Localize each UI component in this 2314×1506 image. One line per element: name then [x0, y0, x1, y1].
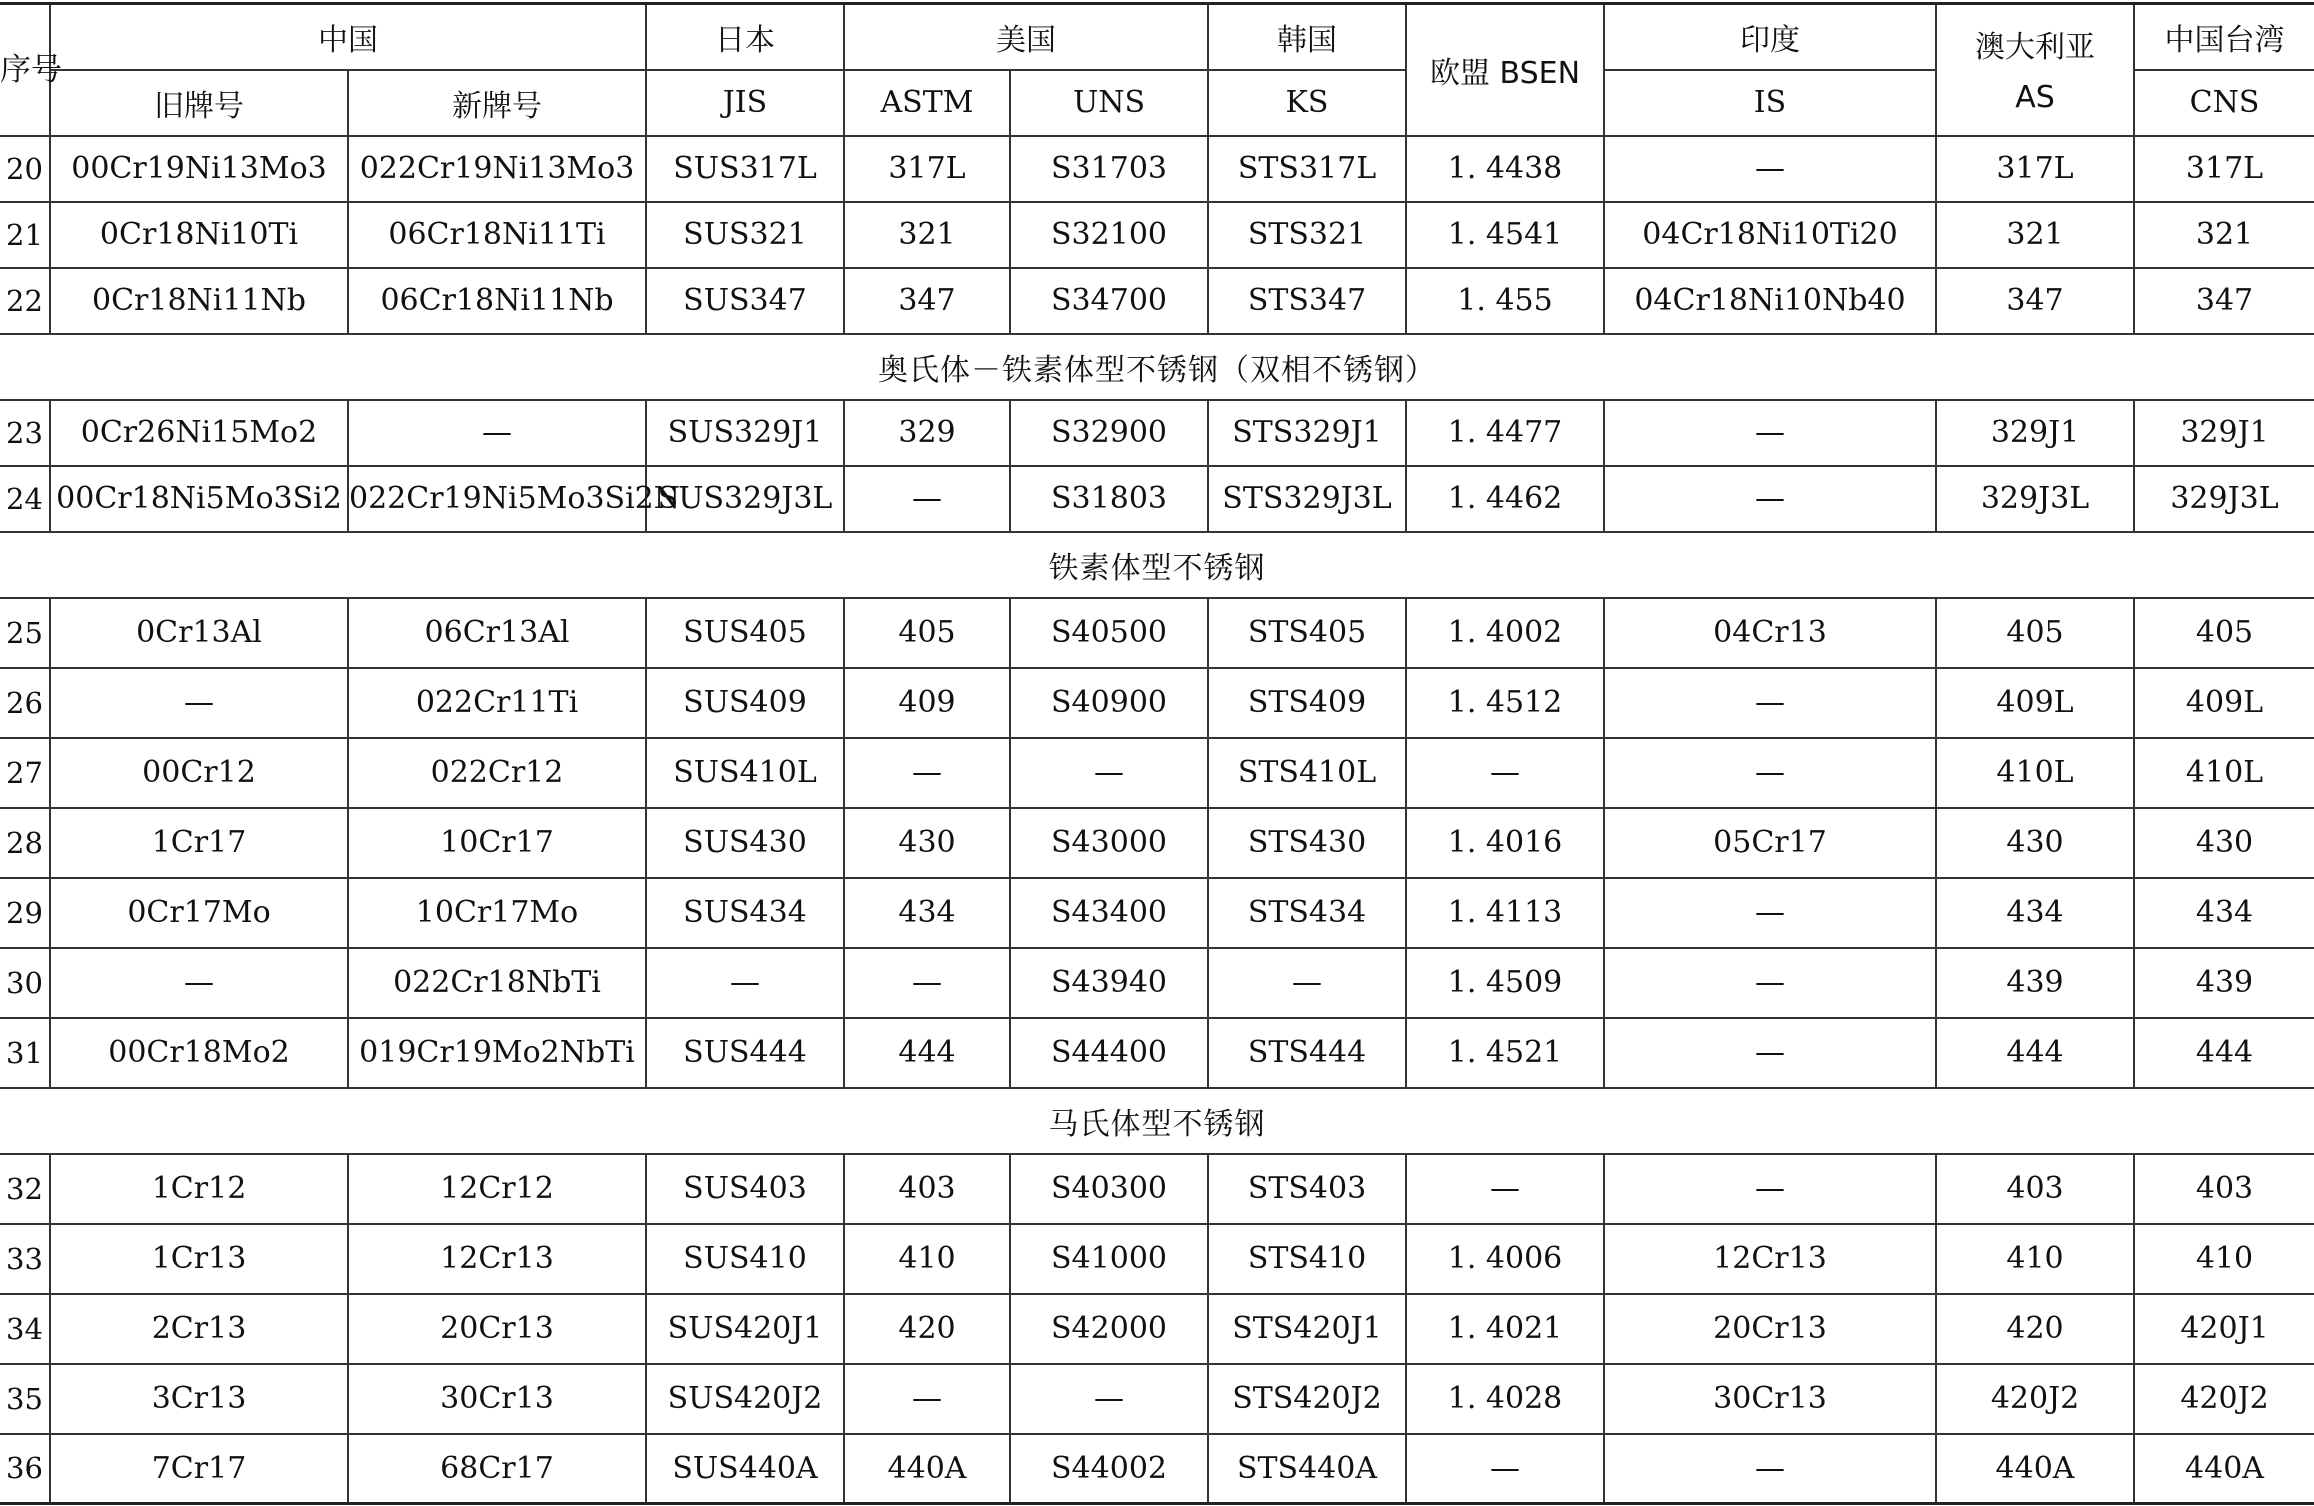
cell-uns: S40300 [1010, 1154, 1208, 1224]
cell-cns: 329J3L [2134, 466, 2314, 532]
cell-new-grade: 12Cr13 [348, 1224, 646, 1294]
cell-is: 30Cr13 [1604, 1364, 1936, 1434]
cell-uns: S44002 [1010, 1434, 1208, 1504]
cell-astm: 329 [844, 400, 1010, 466]
cell-row-index: 22 [0, 268, 50, 334]
cell-new-grade: 019Cr19Mo2NbTi [348, 1018, 646, 1088]
cell-ks: STS405 [1208, 598, 1406, 668]
cell-ks: STS317L [1208, 136, 1406, 202]
cell-is: 04Cr18Ni10Ti20 [1604, 202, 1936, 268]
cell-jis: SUS420J2 [646, 1364, 844, 1434]
table-row [0, 1364, 2314, 1434]
cell-cns: 440A [2134, 1434, 2314, 1504]
cell-new-grade: — [348, 400, 646, 466]
cell-astm: 317L [844, 136, 1010, 202]
cell-ks: STS440A [1208, 1434, 1406, 1504]
cell-is: — [1604, 878, 1936, 948]
cell-ks: STS403 [1208, 1154, 1406, 1224]
cell-as: 409L [1936, 668, 2134, 738]
cell-bsen: — [1406, 1154, 1604, 1224]
section-row [0, 334, 2314, 400]
cell-ks: — [1208, 948, 1406, 1018]
cell-old-grade: 2Cr13 [50, 1294, 348, 1364]
header-cns: CNS [2134, 70, 2314, 136]
cell-is: — [1604, 668, 1936, 738]
cell-astm: 347 [844, 268, 1010, 334]
cell-bsen: 1. 4512 [1406, 668, 1604, 738]
cell-jis: SUS410 [646, 1224, 844, 1294]
cell-new-grade: 12Cr12 [348, 1154, 646, 1224]
cell-as: 440A [1936, 1434, 2134, 1504]
cell-ks: STS321 [1208, 202, 1406, 268]
cell-uns: — [1010, 1364, 1208, 1434]
cell-jis: SUS405 [646, 598, 844, 668]
cell-is: 04Cr13 [1604, 598, 1936, 668]
cell-cns: 347 [2134, 268, 2314, 334]
cell-as: 405 [1936, 598, 2134, 668]
section-title: 奥氏体－铁素体型不锈钢（双相不锈钢） [0, 334, 2314, 400]
cell-new-grade: 10Cr17Mo [348, 878, 646, 948]
cell-as: 329J3L [1936, 466, 2134, 532]
header-uns: UNS [1010, 70, 1208, 136]
cell-jis: SUS403 [646, 1154, 844, 1224]
steel-grade-comparison-table [0, 2, 2314, 1505]
table-row [0, 1154, 2314, 1224]
cell-cns: 410 [2134, 1224, 2314, 1294]
table-row [0, 466, 2314, 532]
cell-astm: 430 [844, 808, 1010, 878]
cell-new-grade: 022Cr19Ni5Mo3Si2N [348, 466, 646, 532]
table-header [0, 4, 2314, 136]
cell-as: 444 [1936, 1018, 2134, 1088]
cell-old-grade: 00Cr12 [50, 738, 348, 808]
table-row [0, 1018, 2314, 1088]
cell-bsen: 1. 455 [1406, 268, 1604, 334]
header-china: 中国 [50, 4, 646, 70]
cell-old-grade: 00Cr19Ni13Mo3 [50, 136, 348, 202]
cell-ks: STS409 [1208, 668, 1406, 738]
cell-astm: 409 [844, 668, 1010, 738]
cell-uns: S43940 [1010, 948, 1208, 1018]
cell-ks: STS430 [1208, 808, 1406, 878]
cell-as: 420 [1936, 1294, 2134, 1364]
cell-uns: — [1010, 738, 1208, 808]
header-australia [1936, 4, 2134, 136]
cell-is: — [1604, 1154, 1936, 1224]
cell-uns: S43000 [1010, 808, 1208, 878]
cell-astm: 420 [844, 1294, 1010, 1364]
cell-bsen: 1. 4006 [1406, 1224, 1604, 1294]
cell-new-grade: 06Cr18Ni11Nb [348, 268, 646, 334]
table-row [0, 1434, 2314, 1504]
cell-uns: S40900 [1010, 668, 1208, 738]
cell-jis: SUS430 [646, 808, 844, 878]
section-row [0, 532, 2314, 598]
header-india: 印度 [1604, 4, 1936, 70]
cell-old-grade: — [50, 668, 348, 738]
cell-jis: SUS440A [646, 1434, 844, 1504]
cell-ks: STS410 [1208, 1224, 1406, 1294]
header-australia-label: 澳大利亚 [1975, 29, 2095, 65]
cell-as: 410L [1936, 738, 2134, 808]
header-old-grade: 旧牌号 [50, 70, 348, 136]
cell-old-grade: 3Cr13 [50, 1364, 348, 1434]
cell-cns: 405 [2134, 598, 2314, 668]
cell-old-grade: 0Cr13Al [50, 598, 348, 668]
cell-new-grade: 022Cr18NbTi [348, 948, 646, 1018]
cell-as: 439 [1936, 948, 2134, 1018]
cell-cns: 439 [2134, 948, 2314, 1018]
cell-new-grade: 30Cr13 [348, 1364, 646, 1434]
table-row [0, 948, 2314, 1018]
cell-cns: 317L [2134, 136, 2314, 202]
cell-is: — [1604, 738, 1936, 808]
header-jis: JIS [646, 70, 844, 136]
cell-old-grade: 7Cr17 [50, 1434, 348, 1504]
cell-old-grade: 1Cr13 [50, 1224, 348, 1294]
table-row [0, 1294, 2314, 1364]
cell-ks: STS329J3L [1208, 466, 1406, 532]
table-row [0, 878, 2314, 948]
cell-bsen: — [1406, 1434, 1604, 1504]
cell-jis: SUS347 [646, 268, 844, 334]
cell-uns: S31803 [1010, 466, 1208, 532]
cell-ks: STS444 [1208, 1018, 1406, 1088]
cell-is: — [1604, 1018, 1936, 1088]
cell-astm: 410 [844, 1224, 1010, 1294]
cell-old-grade: 0Cr18Ni10Ti [50, 202, 348, 268]
cell-row-index: 36 [0, 1434, 50, 1504]
cell-astm: — [844, 466, 1010, 532]
header-ks: KS [1208, 70, 1406, 136]
cell-ks: STS434 [1208, 878, 1406, 948]
cell-new-grade: 10Cr17 [348, 808, 646, 878]
table-body [0, 136, 2314, 1504]
cell-is: 20Cr13 [1604, 1294, 1936, 1364]
cell-astm: 403 [844, 1154, 1010, 1224]
cell-old-grade: 0Cr17Mo [50, 878, 348, 948]
cell-as: 329J1 [1936, 400, 2134, 466]
cell-is: — [1604, 400, 1936, 466]
cell-jis: SUS409 [646, 668, 844, 738]
cell-uns: S41000 [1010, 1224, 1208, 1294]
cell-row-index: 20 [0, 136, 50, 202]
cell-row-index: 27 [0, 738, 50, 808]
header-japan: 日本 [646, 4, 844, 70]
cell-row-index: 25 [0, 598, 50, 668]
cell-bsen: — [1406, 738, 1604, 808]
cell-row-index: 35 [0, 1364, 50, 1434]
cell-is: 05Cr17 [1604, 808, 1936, 878]
cell-old-grade: 1Cr12 [50, 1154, 348, 1224]
cell-old-grade: 1Cr17 [50, 808, 348, 878]
cell-astm: 405 [844, 598, 1010, 668]
table-row [0, 268, 2314, 334]
table-row [0, 1224, 2314, 1294]
cell-is: — [1604, 948, 1936, 1018]
cell-new-grade: 68Cr17 [348, 1434, 646, 1504]
cell-jis: SUS434 [646, 878, 844, 948]
table-row [0, 202, 2314, 268]
cell-cns: 409L [2134, 668, 2314, 738]
header-korea: 韩国 [1208, 4, 1406, 70]
section-title: 马氏体型不锈钢 [0, 1088, 2314, 1154]
cell-new-grade: 022Cr19Ni13Mo3 [348, 136, 646, 202]
cell-cns: 321 [2134, 202, 2314, 268]
table-row [0, 808, 2314, 878]
table-row [0, 668, 2314, 738]
cell-is: — [1604, 466, 1936, 532]
cell-new-grade: 022Cr11Ti [348, 668, 646, 738]
header-usa: 美国 [844, 4, 1208, 70]
cell-bsen: 1. 4002 [1406, 598, 1604, 668]
cell-astm: 434 [844, 878, 1010, 948]
cell-uns: S34700 [1010, 268, 1208, 334]
cell-row-index: 31 [0, 1018, 50, 1088]
cell-uns: S42000 [1010, 1294, 1208, 1364]
cell-new-grade: 20Cr13 [348, 1294, 646, 1364]
cell-as: 434 [1936, 878, 2134, 948]
table-row [0, 400, 2314, 466]
cell-is: 12Cr13 [1604, 1224, 1936, 1294]
cell-row-index: 24 [0, 466, 50, 532]
header-new-grade: 新牌号 [348, 70, 646, 136]
header-eu: 欧盟 BSEN [1406, 4, 1604, 136]
cell-row-index: 21 [0, 202, 50, 268]
cell-as: 420J2 [1936, 1364, 2134, 1434]
cell-uns: S44400 [1010, 1018, 1208, 1088]
cell-jis: SUS329J1 [646, 400, 844, 466]
cell-is: 04Cr18Ni10Nb40 [1604, 268, 1936, 334]
cell-ks: STS410L [1208, 738, 1406, 808]
header-astm: ASTM [844, 70, 1010, 136]
table-row [0, 598, 2314, 668]
cell-ks: STS329J1 [1208, 400, 1406, 466]
header-taiwan: 中国台湾 [2134, 4, 2314, 70]
cell-cns: 430 [2134, 808, 2314, 878]
cell-jis: SUS321 [646, 202, 844, 268]
cell-bsen: 1. 4509 [1406, 948, 1604, 1018]
cell-astm: — [844, 738, 1010, 808]
header-index: 序号 [0, 4, 50, 136]
cell-astm: 440A [844, 1434, 1010, 1504]
cell-cns: 403 [2134, 1154, 2314, 1224]
cell-astm: 444 [844, 1018, 1010, 1088]
cell-row-index: 33 [0, 1224, 50, 1294]
cell-bsen: 1. 4541 [1406, 202, 1604, 268]
cell-ks: STS420J2 [1208, 1364, 1406, 1434]
cell-old-grade: 00Cr18Mo2 [50, 1018, 348, 1088]
table-row [0, 136, 2314, 202]
cell-cns: 329J1 [2134, 400, 2314, 466]
cell-bsen: 1. 4477 [1406, 400, 1604, 466]
cell-row-index: 32 [0, 1154, 50, 1224]
table-row [0, 738, 2314, 808]
cell-bsen: 1. 4016 [1406, 808, 1604, 878]
header-row-countries [0, 4, 2314, 70]
section-row [0, 1088, 2314, 1154]
cell-bsen: 1. 4028 [1406, 1364, 1604, 1434]
cell-jis: SUS317L [646, 136, 844, 202]
cell-jis: SUS420J1 [646, 1294, 844, 1364]
cell-cns: 434 [2134, 878, 2314, 948]
cell-row-index: 30 [0, 948, 50, 1018]
cell-astm: 321 [844, 202, 1010, 268]
cell-cns: 420J2 [2134, 1364, 2314, 1434]
cell-is: — [1604, 1434, 1936, 1504]
cell-uns: S43400 [1010, 878, 1208, 948]
cell-row-index: 34 [0, 1294, 50, 1364]
cell-as: 410 [1936, 1224, 2134, 1294]
cell-row-index: 28 [0, 808, 50, 878]
cell-is: — [1604, 136, 1936, 202]
cell-jis: SUS444 [646, 1018, 844, 1088]
header-is: IS [1604, 70, 1936, 136]
cell-as: 321 [1936, 202, 2134, 268]
cell-bsen: 1. 4438 [1406, 136, 1604, 202]
cell-new-grade: 06Cr13Al [348, 598, 646, 668]
cell-uns: S31703 [1010, 136, 1208, 202]
cell-jis: SUS329J3L [646, 466, 844, 532]
cell-ks: STS420J1 [1208, 1294, 1406, 1364]
cell-uns: S32100 [1010, 202, 1208, 268]
cell-bsen: 1. 4113 [1406, 878, 1604, 948]
cell-jis: SUS410L [646, 738, 844, 808]
cell-old-grade: — [50, 948, 348, 1018]
cell-as: 430 [1936, 808, 2134, 878]
cell-bsen: 1. 4521 [1406, 1018, 1604, 1088]
cell-new-grade: 022Cr12 [348, 738, 646, 808]
cell-jis: — [646, 948, 844, 1018]
cell-row-index: 26 [0, 668, 50, 738]
cell-uns: S32900 [1010, 400, 1208, 466]
cell-as: 347 [1936, 268, 2134, 334]
cell-bsen: 1. 4462 [1406, 466, 1604, 532]
cell-row-index: 23 [0, 400, 50, 466]
cell-bsen: 1. 4021 [1406, 1294, 1604, 1364]
cell-new-grade: 06Cr18Ni11Ti [348, 202, 646, 268]
cell-uns: S40500 [1010, 598, 1208, 668]
cell-cns: 410L [2134, 738, 2314, 808]
cell-cns: 444 [2134, 1018, 2314, 1088]
cell-astm: — [844, 1364, 1010, 1434]
cell-old-grade: 0Cr18Ni11Nb [50, 268, 348, 334]
cell-astm: — [844, 948, 1010, 1018]
cell-cns: 420J1 [2134, 1294, 2314, 1364]
header-as: AS [2015, 79, 2055, 115]
cell-ks: STS347 [1208, 268, 1406, 334]
cell-as: 317L [1936, 136, 2134, 202]
cell-row-index: 29 [0, 878, 50, 948]
cell-old-grade: 0Cr26Ni15Mo2 [50, 400, 348, 466]
cell-old-grade: 00Cr18Ni5Mo3Si2 [50, 466, 348, 532]
cell-as: 403 [1936, 1154, 2134, 1224]
section-title: 铁素体型不锈钢 [0, 532, 2314, 598]
